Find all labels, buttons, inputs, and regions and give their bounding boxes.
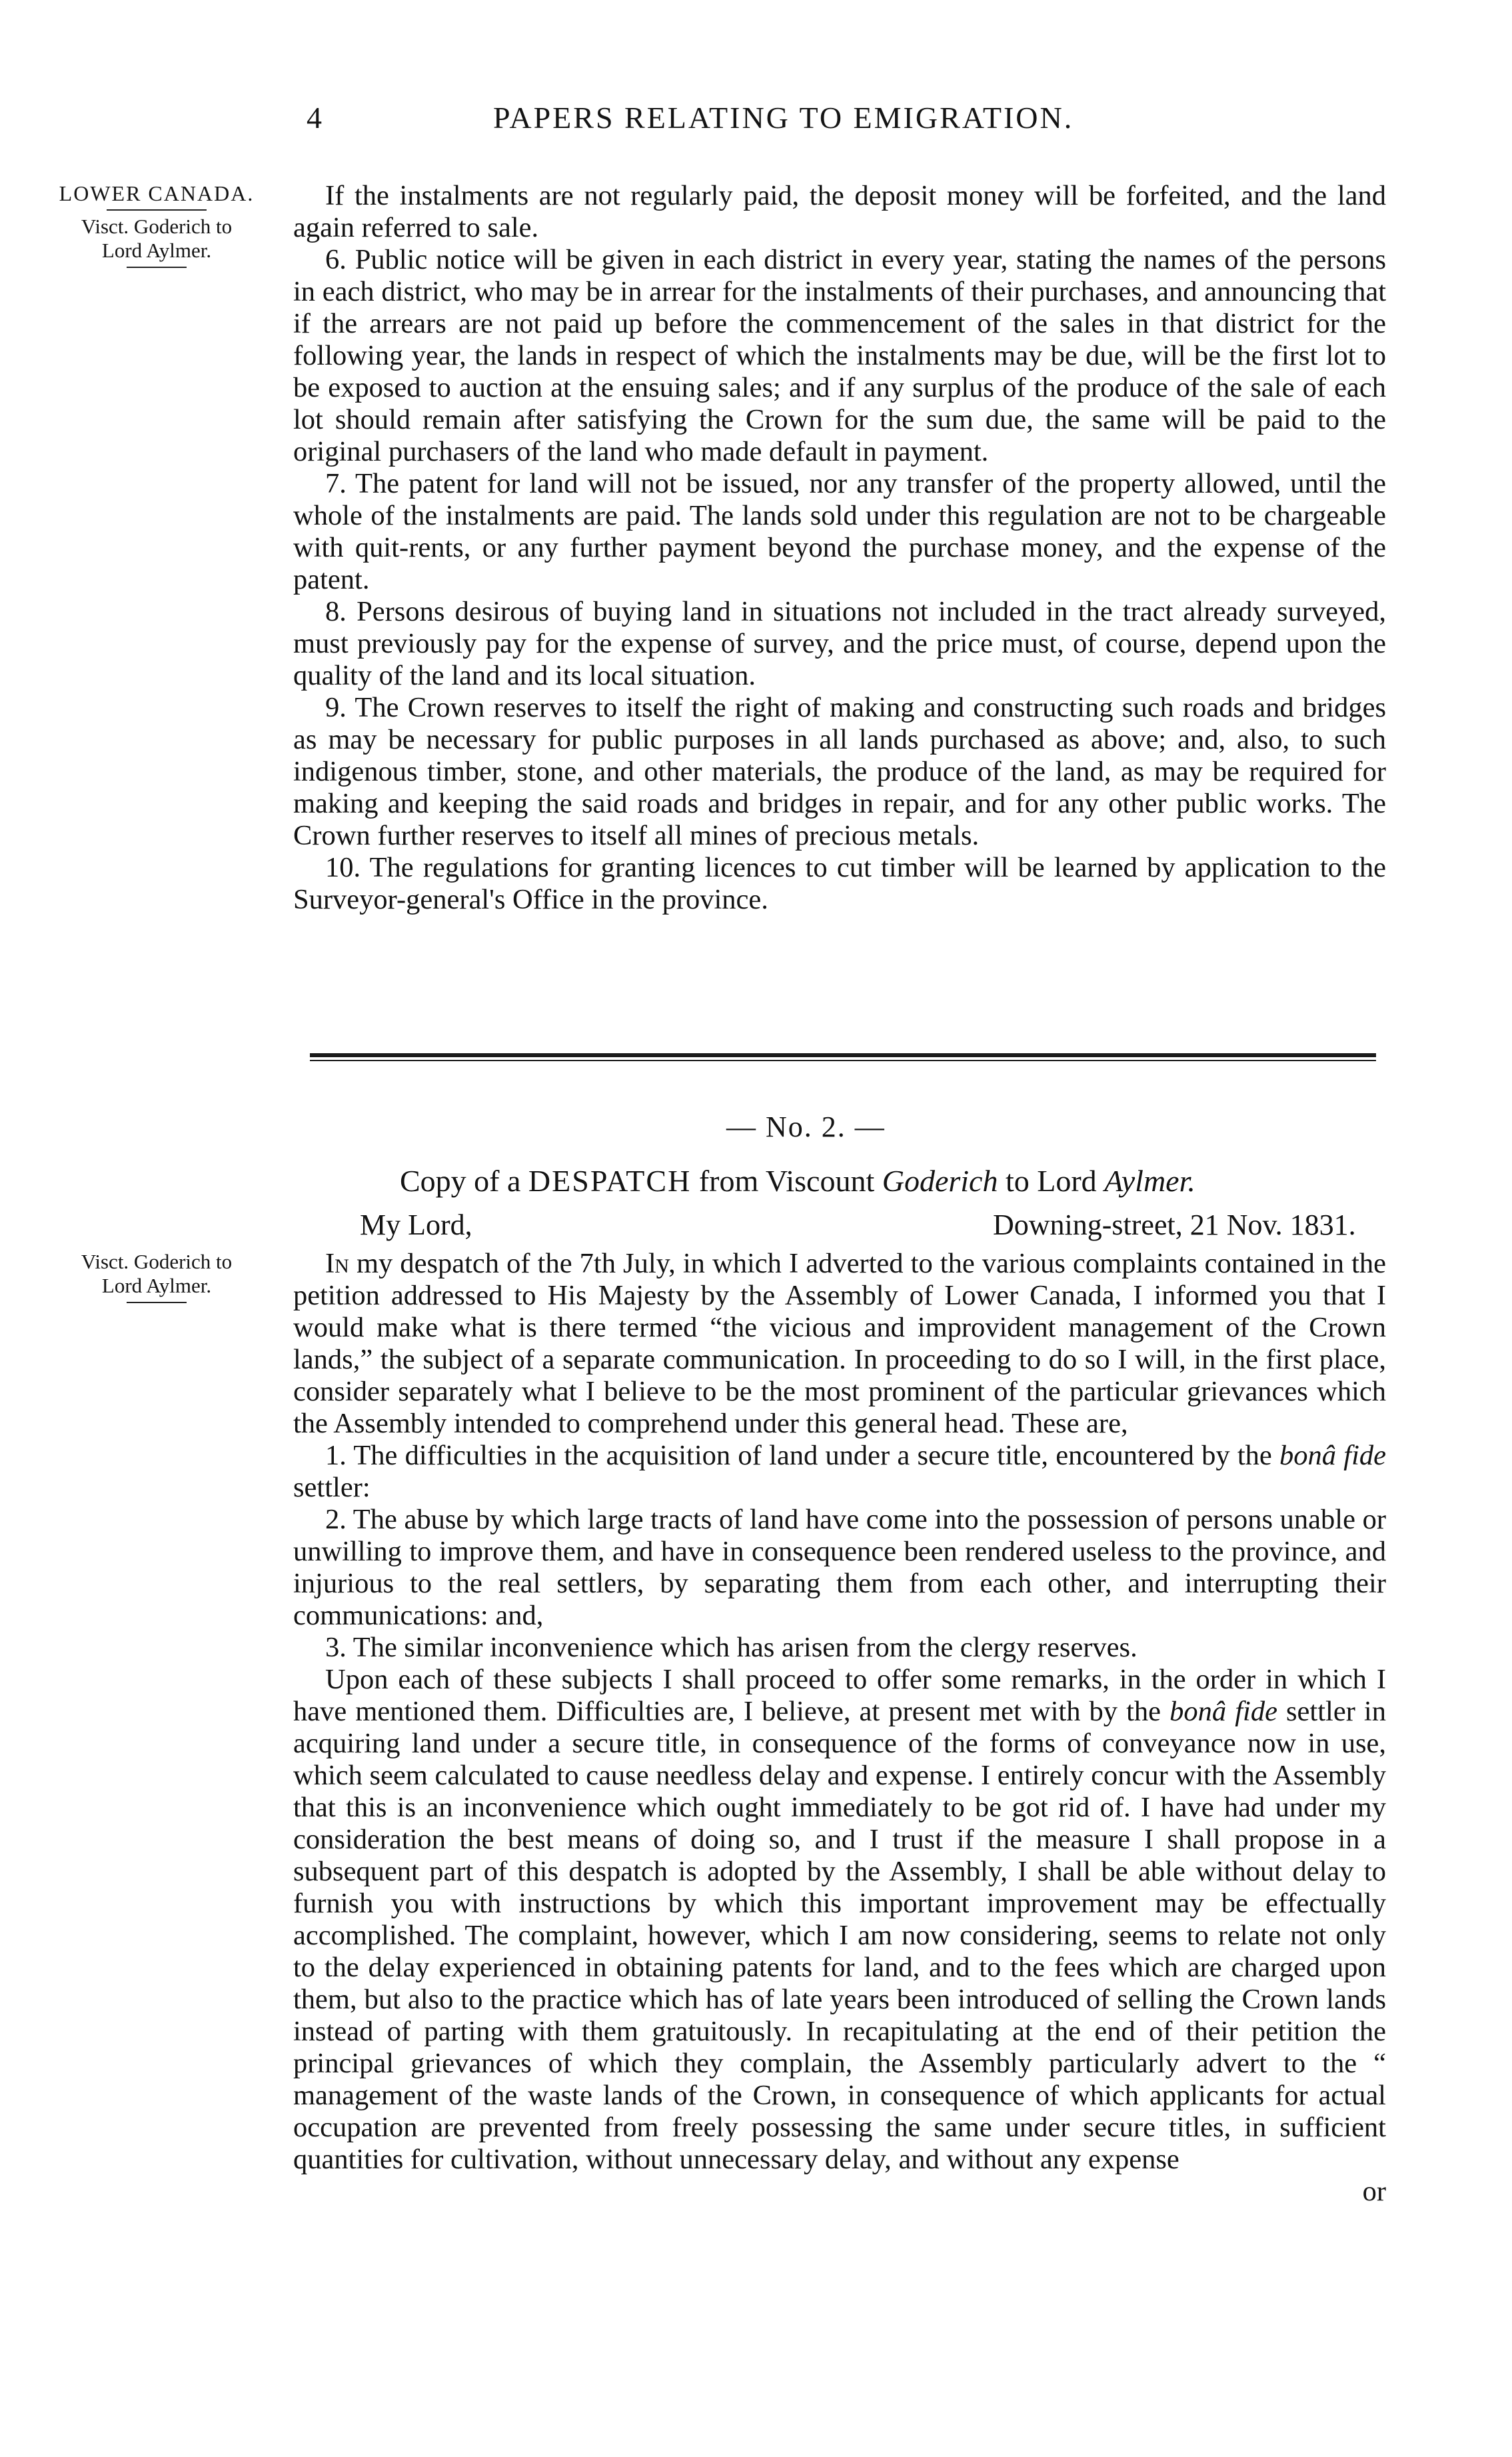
salutation: My Lord, <box>360 1209 472 1241</box>
opening-paragraph: In my despatch of the 7th July, in which I adverted to the various complaints contained in the petition addressed to His Majesty by the Assembly of Lower Canada, I informed you that I would make what is there termed “the vicious and improvident management of the Crown lands,” the subject of a separate communication. In proceeding to do so I will, in the first place, consider separately what I believe to be the most prominent of the particular grievances which the Assembly intended to comprehend under this general head. These are, <box>293 1248 1387 1439</box>
margin-rule <box>107 209 207 211</box>
margin-ref-line2: Lord Aylmer. <box>101 239 212 262</box>
regulation-item <box>293 852 1386 916</box>
margin-rule <box>127 1302 187 1303</box>
regulation-number: 10. <box>325 852 361 883</box>
despatch-number: — No. 2. — <box>726 1111 886 1143</box>
regulation-text: The Crown reserves to itself the right of making and constructing such roads and bridges as may be necessary for public purposes in all lands purchased as above; and, also, to such indigenous timber, stone, and other materials, the produce of the land, as may be required for making and keeping the said roads and bridges in repair, and for any other public works. The Crown further reserves to itself all mines of precious metals. <box>293 692 1386 851</box>
sender-name: Goderich <box>882 1164 998 1198</box>
section-divider <box>310 1053 1376 1061</box>
despatch-title: Copy of a DESPATCH from Viscount Goderich to Lord Aylmer. <box>400 1164 1195 1198</box>
recipient-name: Aylmer. <box>1104 1164 1195 1198</box>
margin-rule <box>127 267 187 268</box>
regulation-item <box>293 244 1386 468</box>
despatch-body <box>293 1248 1386 2208</box>
despatch-title-word: DESPATCH <box>528 1164 692 1198</box>
regulation-text: Persons desirous of buying land in situations not included in the tract already surveyed, must previously pay for the expense of survey, and the price must, of course, depend upon the quality of the land and its local situation. <box>293 596 1387 691</box>
catchword: or <box>1362 2176 1386 2207</box>
regulation-number: 6. <box>325 244 347 275</box>
grievance-item: 2. The abuse by which large tracts of land have come into the possession of persons unable or unwilling to improve them, and have in consequence been rendered useless to the province, and injurious to the real settlers, by separating them from each other, and interrupting their communications: and, <box>293 1504 1386 1631</box>
regulation-continuation: If the instalments are not regularly paid, the deposit money will be forfeited, and the land again referred to sale. <box>293 180 1386 243</box>
regulation-item <box>293 596 1386 692</box>
page-header <box>240 100 1333 140</box>
body-paragraph: Upon each of these subjects I shall proceed to offer some remarks, in the order in which I have mentioned them. Difficulties are, I believe, at present met with by the bonâ fide settler in acquiring land under a secure title, in consequence of the forms of conveyance now in use, which seem calculated to cause needless delay and expense. I entirely concur with the Assembly that this is an inconvenience which ought immediately to be got rid of. I have had under my consideration the best means of doing so, and I trust if the measure I shall propose in a subsequent part of this despatch is adopted by the Assembly, I shall be able without delay to furnish you with instructions by which this important improvement may be effectually accomplished. The complaint, however, which I am now considering, seems to relate not only to the delay experienced in obtaining patents for land, and to the fees which are charged upon them, but also to the practice which has of late years been introduced of selling the Crown lands instead of parting with them gratuitously. In recapitulating at the end of their petition the principal grievances of which they complain, the Assembly particularly advert to the “ management of the waste lands of the Crown, in consequence of which applicants for actual occupation are prevented from freely possessing the same under secure titles, in sufficient quantities for cultivation, without unnecessary delay, and without any expense <box>293 1664 1386 2175</box>
margin-heading: LOWER CANADA. <box>59 181 255 205</box>
page-number: 4 <box>307 101 322 135</box>
dateline: Downing-street, 21 Nov. 1831. <box>993 1209 1356 1241</box>
regulation-item <box>293 692 1386 852</box>
regulation-text: Public notice will be given in each district in every year, stating the names of the persons in each district, who may be in arrear for the instalments of their purchases, and announcing that if the arrears are not paid up before the commencement of the sales in that district for the following year, the lands in respect of which the instalments may be due, will be the first lot to be exposed to auction at the ensuing sales; and if any surplus of the produce of the sale of each lot should remain after satisfying the Crown for the sum due, the same will be paid to the original purchasers of the land who made default in payment. <box>293 244 1387 467</box>
margin-ref-line2: Lord Aylmer. <box>101 1274 212 1297</box>
margin-ref-line1: Visct. Goderich to <box>81 215 233 238</box>
margin-ref-line1: Visct. Goderich to <box>81 1250 233 1273</box>
grievance-item: 1. The difficulties in the acquisition of land under a secure title, encountered by the bonâ fide settler: <box>293 1440 1387 1503</box>
regulation-number: 8. <box>325 596 347 627</box>
regulations-block <box>293 180 1386 916</box>
regulation-text: The regulations for granting licences to cut timber will be learned by application to the Surveyor-general's Office in the province. <box>293 852 1387 915</box>
margin-note-first <box>27 181 287 272</box>
regulation-number: 9. <box>325 692 347 723</box>
grievance-item: 3. The similar inconvenience which has arisen from the clergy reserves. <box>325 1632 1137 1663</box>
opening-word: In <box>325 1248 349 1279</box>
regulation-item <box>293 468 1386 596</box>
regulation-number: 7. <box>325 468 347 499</box>
regulation-text: The patent for land will not be issued, nor any transfer of the property allowed, until the whole of the instalments are paid. The lands sold under this regulation are not to be chargeable with quit-rents, or any further payment beyond the purchase money, and the expense of the patent. <box>293 468 1387 595</box>
margin-note-second <box>27 1250 287 1307</box>
running-title: PAPERS RELATING TO EMIGRATION. <box>493 101 1074 135</box>
